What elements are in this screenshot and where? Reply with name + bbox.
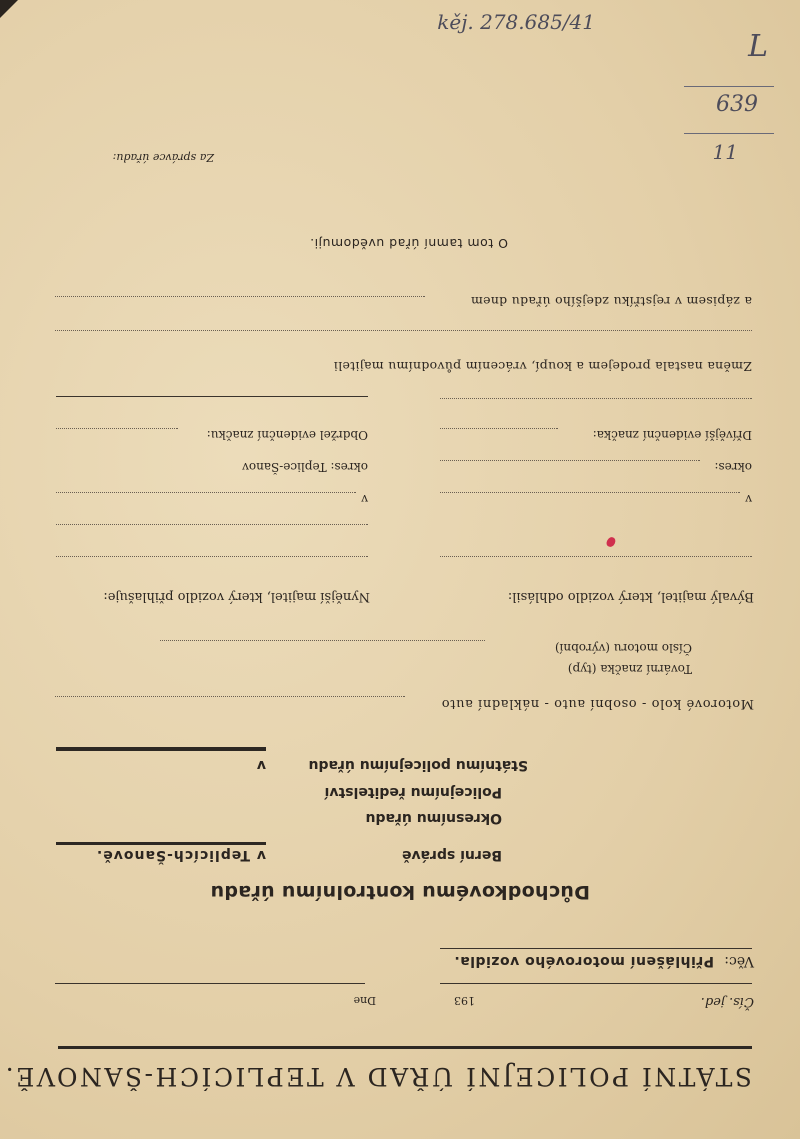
addressee-line-3: Okresnímu úřadu: [365, 810, 502, 826]
new-owner-place-dots: [56, 492, 356, 493]
register-dots: [55, 296, 425, 297]
previous-plate-dots: [440, 428, 558, 429]
vehicle-type-line: Motorové kolo - osobní auto - nákladní auto: [441, 696, 754, 711]
change-dots-1: [55, 330, 752, 331]
handwritten-rule-1: [684, 86, 774, 87]
addressee-line-4: Policejnímu ředitelství: [324, 784, 502, 800]
former-owner-label: Bývalý majitel, který vozidlo odhlásil:: [507, 589, 754, 604]
register-line: a zápisem v rejstříku zdejšího úřadu dnem: [470, 294, 752, 309]
subject-text: Přihlášení motorového vozidla.: [453, 953, 714, 969]
addressee-line-1: Důchodkovému kontrolnímu úřadu: [210, 881, 590, 903]
red-ink-mark: [605, 536, 616, 548]
header-top-rule: [58, 1046, 752, 1049]
addressee-line-2-rule: [56, 842, 266, 845]
new-owner-district: okres: Teplice-Šanov: [242, 460, 368, 474]
signature-label: Za správce úřadu:: [112, 151, 214, 164]
addressee-line-5-rule: [56, 747, 266, 751]
former-owner-place-dots: [440, 492, 740, 493]
factory-mark-label: Tovární značka (typ): [567, 662, 692, 676]
handwritten-letter: L: [748, 29, 768, 64]
vehicle-type-dots: [55, 696, 405, 697]
handwritten-num-1: 639: [716, 92, 758, 117]
reference-number-label: Čís. jed.: [700, 994, 754, 1009]
previous-plate-label: Dřívější evidenční značka:: [592, 428, 752, 442]
new-owner-v: v: [361, 492, 368, 506]
reference-rule: [440, 983, 752, 984]
new-owner-label: Nynější majitel, který vozidlo přihlašuje:: [103, 589, 370, 604]
former-owner-dots-end: [440, 398, 752, 399]
former-owner-district: okres:: [714, 460, 752, 474]
subject-label: Věc:: [724, 953, 754, 969]
new-plate-dots: [56, 428, 178, 429]
addressee-line-5-place: v: [256, 757, 266, 773]
year-label: 193: [454, 994, 475, 1007]
date-rule: [55, 983, 365, 984]
former-owner-v: v: [745, 492, 752, 506]
owners-section-end-rule: [56, 396, 368, 397]
office-title: STÁTNÍ POLICEJNÍ ÚŘAD V TEPLICÍCH-ŠANOVĚ.: [3, 1062, 752, 1091]
handwritten-ref-number: kěj. 278.685/41: [437, 10, 595, 34]
date-label: Dne: [353, 994, 376, 1007]
new-plate-label: Obdržel evidenční značku:: [206, 428, 368, 442]
new-owner-dots-1: [56, 556, 368, 557]
engine-number-label: Číslo motoru (výrobní): [554, 641, 692, 655]
handwritten-num-2: 11: [712, 140, 738, 164]
subject-rule: [440, 948, 752, 949]
new-owner-dots-2: [56, 524, 368, 525]
former-owner-district-dots: [440, 460, 700, 461]
former-owner-dots-1: [440, 556, 752, 557]
handwritten-rule-2: [684, 133, 774, 134]
addressee-line-2-place: v Teplicích-Šanově.: [95, 847, 266, 863]
addressee-line-5: Státnímu policejnímu úřadu: [308, 757, 528, 773]
notify-line: O tom tamní úřad uvědomuji.: [309, 236, 508, 251]
addressee-line-2: Berní správě: [401, 847, 502, 863]
change-reason: Změna nastala prodejem a koupí, vrácením původnímu majiteli: [333, 359, 752, 374]
corner-notch: [0, 0, 18, 18]
engine-number-dots: [160, 640, 485, 641]
